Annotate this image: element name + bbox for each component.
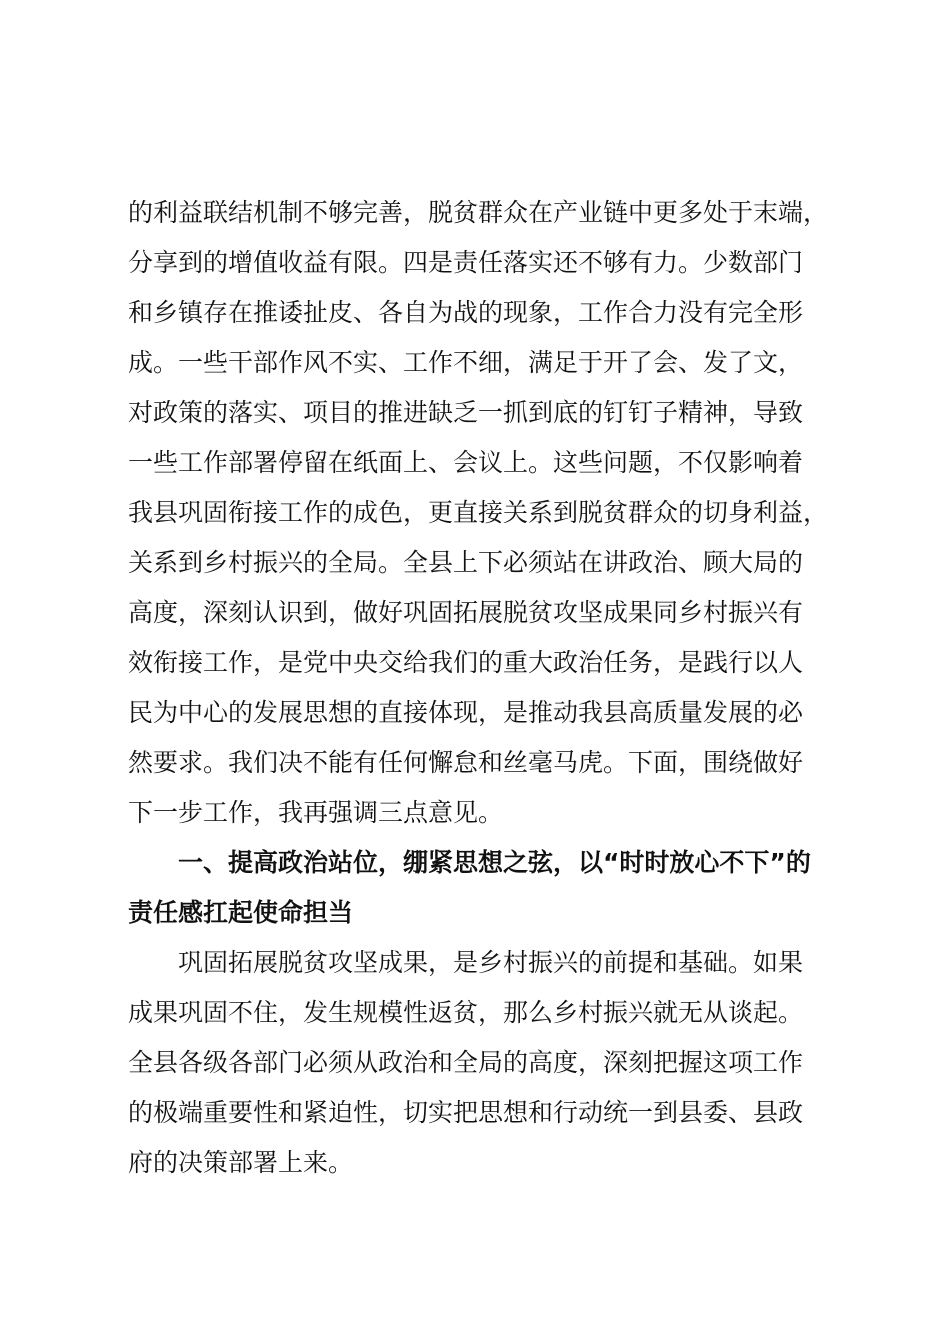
paragraph-line: 效衔接工作，是党中央交给我们的重大政治任务，是践行以人 xyxy=(128,648,804,677)
paragraph-line: 关系到乡村振兴的全局。全县上下必须站在讲政治、顾大局的 xyxy=(128,548,804,577)
paragraph-line: 下一步工作，我再强调三点意见。 xyxy=(128,798,504,827)
paragraph-line: 分享到的增值收益有限。四是责任落实还不够有力。少数部门 xyxy=(128,248,804,277)
section-heading-line: 一、提高政治站位，绷紧思想之弦，以“时时放心不下”的 xyxy=(178,848,811,877)
paragraph-line: 的极端重要性和紧迫性，切实把思想和行动统一到县委、县政 xyxy=(128,1098,804,1127)
paragraph-line: 府的决策部署上来。 xyxy=(128,1148,354,1177)
paragraph-line: 和乡镇存在推诿扯皮、各自为战的现象，工作合力没有完全形 xyxy=(128,298,804,327)
paragraph-line: 巩固拓展脱贫攻坚成果，是乡村振兴的前提和基础。如果 xyxy=(178,948,804,977)
paragraph-line: 全县各级各部门必须从政治和全局的高度，深刻把握这项工作 xyxy=(128,1048,804,1077)
paragraph-line: 一些工作部署停留在纸面上、会议上。这些问题，不仅影响着 xyxy=(128,448,804,477)
document-body xyxy=(128,188,834,1188)
paragraph-line: 高度，深刻认识到，做好巩固拓展脱贫攻坚成果同乡村振兴有 xyxy=(128,598,804,627)
section-heading-line: 责任感扛起使命担当 xyxy=(128,898,354,927)
paragraph-line: 然要求。我们决不能有任何懈怠和丝毫马虎。下面，围绕做好 xyxy=(128,748,804,777)
paragraph-line: 民为中心的发展思想的直接体现，是推动我县高质量发展的必 xyxy=(128,698,804,727)
paragraph-line: 成果巩固不住，发生规模性返贫，那么乡村振兴就无从谈起。 xyxy=(128,998,804,1027)
paragraph-line: 对政策的落实、项目的推进缺乏一抓到底的钉钉子精神，导致 xyxy=(128,398,804,427)
paragraph-line: 成。一些干部作风不实、工作不细，满足于开了会、发了文， xyxy=(128,348,804,377)
paragraph-line: 的利益联结机制不够完善，脱贫群众在产业链中更多处于末端， xyxy=(128,198,829,227)
paragraph-line: 我县巩固衔接工作的成色，更直接关系到脱贫群众的切身利益， xyxy=(128,498,829,527)
